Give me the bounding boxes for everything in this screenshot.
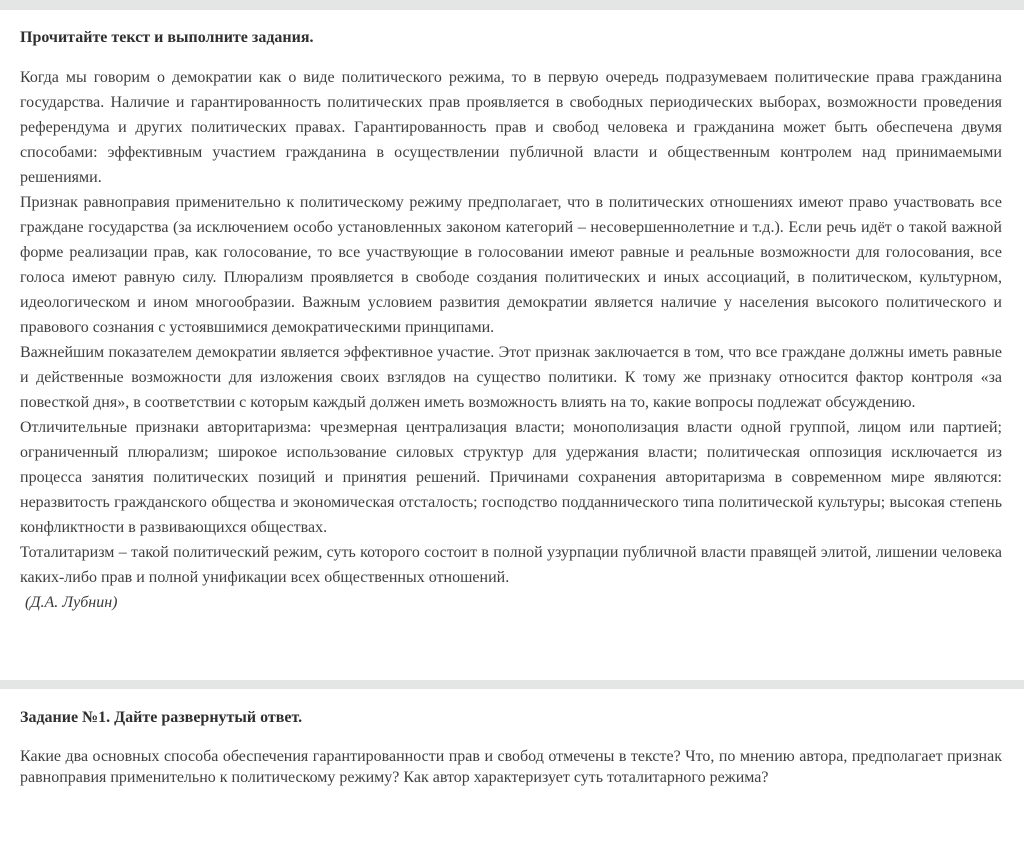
passage-paragraph-3: Важнейшим показателем демократии является эффективное участие. Этот признак заключается в том, что все граждане должны иметь равные и действенные возможности для изложения своих взглядов на существо политики. К тому же признаку относится фактор контроля «за повесткой дня», в соответствии с которым каждый должен иметь возможность влиять на то, какие вопросы подлежат обсуждению. (20, 344, 1002, 411)
passage-paragraph-4: Отличительные признаки авторитаризма: чрезмерная централизация власти; монополизация власти одной группой, лицом или партией; ограниченный плюрализм; широкое использование силовых структур для удержания власти; политическая оппозиция исключается из процесса занятия политических позиций и принятия решений. Причинами сохранения авторитаризма в современном мире являются: неразвитость гражданского общества и экономическая отсталость; господство подданнического типа политической культуры; высокая степень конфликтности в развивающихся обществах. (20, 419, 1002, 536)
reading-passage (20, 65, 1002, 590)
passage-paragraph-5: Тоталитаризм – такой политический режим, суть которого состоит в полной узурпации публичной власти правящей элитой, лишении человека каких-либо прав и полной унификации всех общественных отношений. (20, 544, 1002, 586)
section-divider-band (0, 680, 1024, 689)
task-panel (0, 689, 1024, 788)
top-band (0, 0, 1024, 10)
author-citation: (Д.А. Лубнин) (25, 594, 118, 611)
reading-panel (0, 10, 1024, 680)
reading-heading: Прочитайте текст и выполните задания. (20, 29, 314, 46)
passage-paragraph-2: Признак равноправия применительно к политическому режиму предполагает, что в политических отношениях имеют право участвовать все граждане государства (за исключением особо установленных законом категорий – несовершеннолетние и т.д.). Если речь идёт о такой важной форме реализации прав, как голосование, то все участвующие в голосовании имеют равные и реальные возможности для голосования, все голоса имеют равную силу. Плюрализм проявляется в свободе создания политических и иных ассоциаций, в политическом, культурном, идеологическом и ином многообразии. Важным условием развития демократии является наличие у населения высокого политического и правового сознания с устоявшимися демократическими принципами. (20, 194, 1002, 336)
task-heading: Задание №1. Дайте развернутый ответ. (20, 709, 303, 726)
passage-paragraph-1: Когда мы говорим о демократии как о виде политического режима, то в первую очередь подразумеваем политические права гражданина государства. Наличие и гарантированность политических прав проявляется в свободных периодических выборах, возможности проведения референдума и других политических правах. Гарантированность прав и свобод человека и гражданина может быть обеспечена двумя способами: эффективным участием гражданина в осуществлении публичной власти и общественным контролем над принимаемыми решениями. (20, 69, 1002, 186)
task-question: Какие два основных способа обеспечения гарантированности прав и свобод отмечены в тексте? Что, по мнению автора, предполагает признак равноправия применительно к политическому режиму? Как автор характеризует суть тоталитарного режима? (20, 748, 1002, 786)
